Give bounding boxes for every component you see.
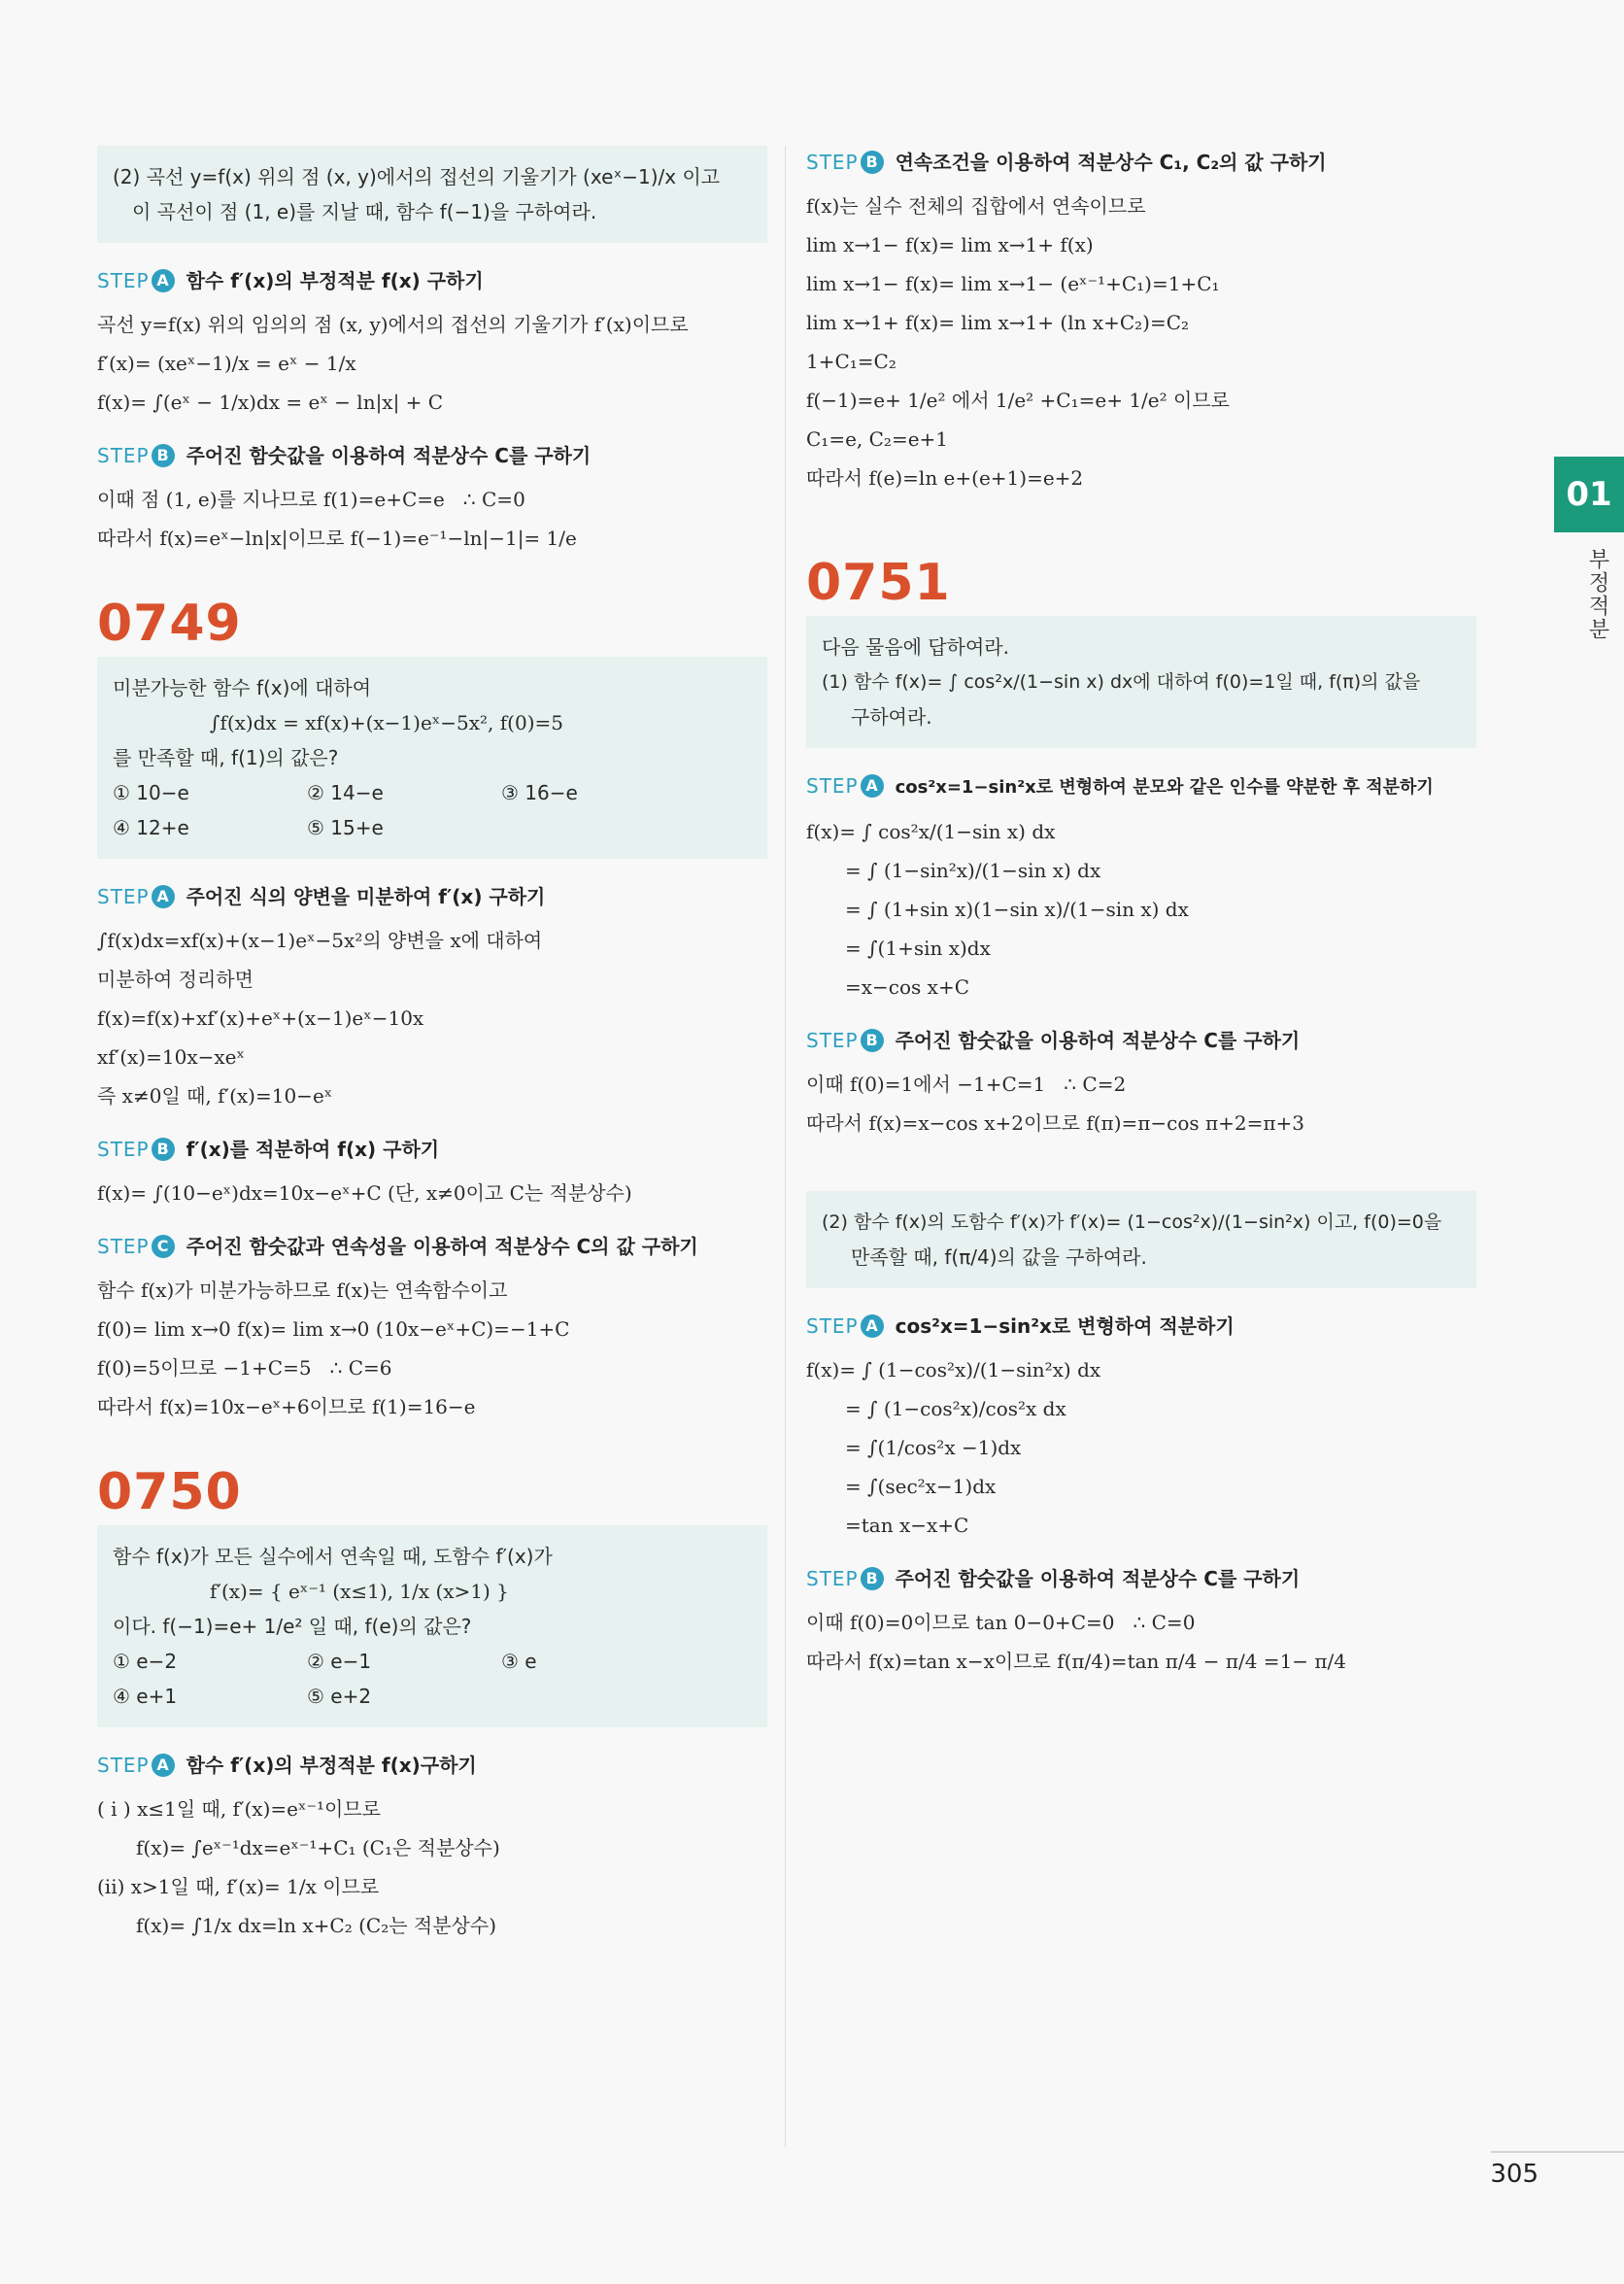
step-tag: STEP [97,444,150,467]
solution-line: f(x)= ∫(10−eˣ)dx=10x−eˣ+C (단, x≠0이고 C는 적분상수) [97,1181,632,1205]
question-line: 이다. f(−1)=e+ 1/e² 일 때, f(e)의 값은? [113,1615,472,1638]
step-title: 주어진 식의 양변을 미분하여 f′(x) 구하기 [186,885,546,908]
choice: ① e−2 [113,1650,178,1673]
choice: ② 14−e [307,781,384,804]
choice: ③ 16−e [501,781,578,804]
solution-line: lim x→1+ f(x)= lim x→1+ (ln x+C₂)=C₂ [806,311,1190,334]
step-title: 주어진 함숫값을 이용하여 적분상수 C를 구하기 [895,1567,1301,1590]
step-letter-badge: B [152,444,175,467]
solution-line: = ∫ (1−sin²x)/(1−sin x) dx [845,859,1101,882]
problem-number: 0749 [97,595,242,653]
solution-line: =x−cos x+C [845,975,969,999]
step-tag: STEP [806,1029,859,1052]
solution-line: xf′(x)=10x−xeˣ [97,1045,245,1069]
step-tag: STEP [806,774,859,798]
step-tag: STEP [97,1754,150,1777]
question-line: (2) 함수 f(x)의 도함수 f′(x)가 f′(x)= (1−cos²x)/(1−sin²x) 이고, f(0)=0을 [822,1211,1442,1233]
step-title: 주어진 함숫값을 이용하여 적분상수 C를 구하기 [186,444,592,467]
step-letter-badge: B [152,1138,175,1161]
choice: ② e−1 [307,1650,372,1673]
step-heading [97,1133,767,1166]
right-column [806,146,1476,1681]
problem-0750-box [97,1525,767,1727]
step-title: 주어진 함숫값과 연속성을 이용하여 적분상수 C의 값 구하기 [186,1235,698,1258]
step-letter-badge: A [861,774,884,798]
step-letter-badge: A [861,1314,884,1338]
solution-line: f(0)= lim x→0 f(x)= lim x→0 (10x−eˣ+C)=−1+C [97,1317,570,1341]
step-letter-badge: B [861,151,884,174]
left-column [97,146,767,1945]
question-line: 미분가능한 함수 f(x)에 대하여 [113,676,372,699]
solution-line: 함수 f(x)가 미분가능하므로 f(x)는 연속함수이고 [97,1278,508,1302]
solution-line: 이때 f(0)=0이므로 tan 0−0+C=0 ∴ C=0 [806,1611,1196,1634]
step-title: 함수 f′(x)의 부정적분 f(x)구하기 [186,1754,477,1777]
solution-line: 미분하여 정리하면 [97,968,254,991]
solution-line: 따라서 f(x)=x−cos x+2이므로 f(π)=π−cos π+2=π+3 [806,1111,1305,1135]
step-letter-badge: C [152,1235,175,1258]
step-heading [97,1230,767,1263]
step-tag: STEP [806,1567,859,1590]
solution-line: f(x)= ∫(eˣ − 1/x)dx = eˣ − ln|x| + C [97,391,444,414]
solution-line: 따라서 f(x)=eˣ−ln|x|이므로 f(−1)=e⁻¹−ln|−1|= 1/e [97,527,577,550]
choice: ③ e [501,1650,537,1673]
choice: ① 10−e [113,781,189,804]
problem-0748-part2-box [97,146,767,243]
solution-line: 이때 f(0)=1에서 −1+C=1 ∴ C=2 [806,1073,1127,1096]
question-line: 다음 물음에 답하여라. [822,635,1009,659]
solution-line: 이때 점 (1, e)를 지나므로 f(1)=e+C=e ∴ C=0 [97,488,525,511]
step-heading [97,439,767,472]
step-letter-badge: A [152,1754,175,1777]
solution-line: (ii) x>1일 때, f′(x)= 1/x 이므로 [97,1875,380,1898]
step-letter-badge: B [861,1029,884,1052]
step-title: cos²x=1−sin²x로 변형하여 분모와 같은 인수를 약분한 후 적분하기 [895,777,1434,798]
step-title: 연속조건을 이용하여 적분상수 C₁, C₂의 값 구하기 [895,151,1327,174]
solution-line: = ∫(1/cos²x −1)dx [845,1436,1022,1459]
choice: ⑤ e+2 [307,1685,372,1708]
solution-line: f(x)= ∫1/x dx=ln x+C₂ (C₂는 적분상수) [136,1914,496,1937]
step-tag: STEP [97,1235,150,1258]
step-title: cos²x=1−sin²x로 변형하여 적분하기 [895,1314,1235,1338]
step-title: 함수 f′(x)의 부정적분 f(x) 구하기 [186,269,484,292]
chapter-label: 부정적분 [1585,548,1609,641]
solution-line: = ∫(sec²x−1)dx [845,1475,997,1498]
solution-line: 곡선 y=f(x) 위의 임의의 점 (x, y)에서의 접선의 기울기가 f′(x)이므로 [97,313,689,336]
column-divider [785,146,786,2147]
solution-line: f(0)=5이므로 −1+C=5 ∴ C=6 [97,1356,392,1380]
solution-line: = ∫ (1−cos²x)/cos²x dx [845,1397,1066,1420]
question-line: ∫f(x)dx = xf(x)+(x−1)eˣ−5x², f(0)=5 [210,711,563,734]
answer-choices [113,775,752,845]
step-tag: STEP [97,885,150,908]
solution-line: ∫f(x)dx=xf(x)+(x−1)eˣ−5x²의 양변을 x에 대하여 [97,929,543,952]
step-heading [97,264,767,297]
step-heading [806,1310,1476,1343]
solution-line: 따라서 f(x)=10x−eˣ+6이므로 f(1)=16−e [97,1395,476,1418]
question-line: 만족할 때, f(π/4)의 값을 구하여라. [851,1245,1147,1269]
problem-0751-box [806,616,1476,748]
solution-line: lim x→1− f(x)= lim x→1− (eˣ⁻¹+C₁)=1+C₁ [806,272,1220,295]
solution-line: f(−1)=e+ 1/e² 에서 1/e² +C₁=e+ 1/e² 이므로 [806,389,1230,412]
step-heading [806,1024,1476,1057]
step-letter-badge: B [861,1567,884,1590]
problem-0749-box [97,657,767,859]
problem-0751-part2-box [806,1191,1476,1288]
choice: ⑤ 15+e [307,816,384,839]
question-line: 함수 f(x)가 모든 실수에서 연속일 때, 도함수 f′(x)가 [113,1545,553,1568]
solution-line: 즉 x≠0일 때, f′(x)=10−eˣ [97,1084,333,1108]
chapter-number-tab: 01 [1554,457,1624,532]
solution-line: 따라서 f(x)=tan x−x이므로 f(π/4)=tan π/4 − π/4 =1− π/4 [806,1650,1347,1673]
step-title: 주어진 함숫값을 이용하여 적분상수 C를 구하기 [895,1029,1301,1052]
problem-number: 0751 [806,554,951,612]
solution-line: ( i ) x≤1일 때, f′(x)=eˣ⁻¹이므로 [97,1797,381,1821]
choice: ④ 12+e [113,816,189,839]
solution-line: f(x)= ∫ (1−cos²x)/(1−sin²x) dx [806,1358,1101,1381]
solution-line: f(x)=f(x)+xf′(x)+eˣ+(x−1)eˣ−10x [97,1006,424,1030]
step-heading [806,146,1476,179]
step-letter-badge: A [152,885,175,908]
step-heading [97,1749,767,1782]
solution-line: 따라서 f(e)=ln e+(e+1)=e+2 [806,466,1084,490]
choice: ④ e+1 [113,1685,178,1708]
solution-line: f′(x)= (xeˣ−1)/x = eˣ − 1/x [97,352,356,375]
question-line: 구하여라. [851,705,932,729]
solution-line: 1+C₁=C₂ [806,350,897,373]
solution-line: lim x→1− f(x)= lim x→1+ f(x) [806,233,1094,256]
step-tag: STEP [97,1138,150,1161]
question-line: 를 만족할 때, f(1)의 값은? [113,746,339,769]
question-line: f′(x)= { eˣ⁻¹ (x≤1), 1/x (x>1) } [210,1580,509,1603]
answer-choices [113,1644,752,1714]
step-heading [97,880,767,913]
solution-line: = ∫(1+sin x)dx [845,937,991,960]
solution-line: f(x)는 실수 전체의 집합에서 연속이므로 [806,194,1146,218]
solution-line: f(x)= ∫ cos²x/(1−sin x) dx [806,820,1056,843]
solution-line: f(x)= ∫eˣ⁻¹dx=eˣ⁻¹+C₁ (C₁은 적분상수) [136,1836,500,1859]
solution-line: =tan x−x+C [845,1514,969,1537]
page-number-rule [1491,2151,1624,2153]
step-tag: STEP [806,151,859,174]
solution-line: = ∫ (1+sin x)(1−sin x)/(1−sin x) dx [845,898,1189,921]
question-line: 이 곡선이 점 (1, e)를 지날 때, 함수 f(−1)을 구하여라. [132,200,597,223]
step-heading [806,769,1476,804]
step-heading [806,1562,1476,1595]
step-letter-badge: A [152,269,175,292]
solution-line: C₁=e, C₂=e+1 [806,427,949,451]
step-tag: STEP [806,1314,859,1338]
problem-number: 0750 [97,1463,242,1521]
page-number: 305 [1490,2160,1539,2189]
step-title: f′(x)를 적분하여 f(x) 구하기 [186,1138,440,1161]
step-tag: STEP [97,269,150,292]
question-line: (2) 곡선 y=f(x) 위의 점 (x, y)에서의 접선의 기울기가 (xeˣ−1)/x 이고 [113,165,721,188]
question-line: (1) 함수 f(x)= ∫ cos²x/(1−sin x) dx에 대하여 f(0)=1일 때, f(π)의 값을 [822,671,1421,693]
